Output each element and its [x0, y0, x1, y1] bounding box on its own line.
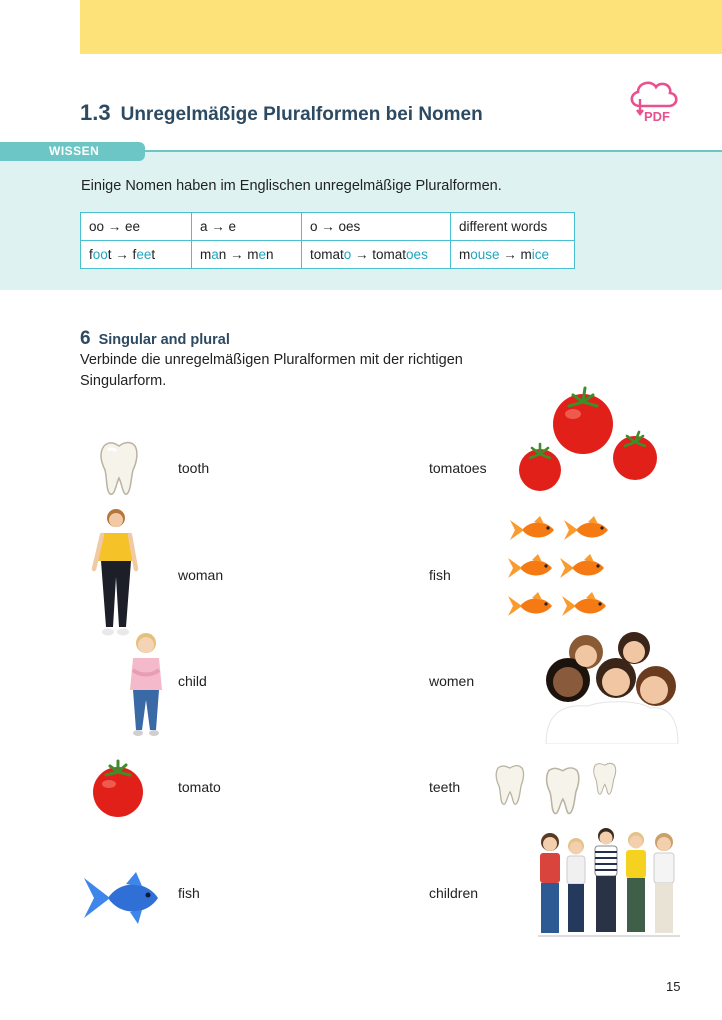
- singular-word-woman[interactable]: woman: [178, 567, 224, 583]
- example-cell: [302, 241, 451, 269]
- tomato-image: [88, 758, 148, 818]
- child-image: [124, 630, 168, 742]
- goldfish-group-image: [506, 512, 616, 630]
- example-cell: [451, 241, 575, 269]
- rule-cell: o → oes: [302, 213, 451, 241]
- example-text: t → f: [107, 247, 137, 262]
- rule-cell: a → e: [192, 213, 302, 241]
- tooth-image: [98, 440, 140, 496]
- plural-word-children[interactable]: children: [429, 885, 479, 901]
- singular-word-child[interactable]: child: [178, 673, 207, 689]
- exercise-title: Singular and plural: [98, 332, 230, 348]
- plural-word-tomatoes[interactable]: tomatoes: [429, 460, 487, 476]
- wissen-tab: WISSEN: [0, 142, 145, 161]
- example-text: t: [151, 247, 156, 262]
- woman-image: [88, 505, 144, 641]
- plural-word-fish[interactable]: fish: [429, 567, 451, 583]
- singular-word-tomato[interactable]: tomato: [178, 779, 221, 795]
- rule-cell: oo → ee: [81, 213, 192, 241]
- example-text: m: [459, 247, 471, 262]
- example-text: m: [200, 247, 212, 262]
- plural-word-teeth[interactable]: teeth: [429, 779, 461, 795]
- pdf-label: PDF: [644, 109, 670, 124]
- table-example-row: [81, 241, 575, 269]
- plural-rule-table: [80, 212, 575, 269]
- example-cell: [81, 241, 192, 269]
- highlighted-letters: a: [211, 247, 219, 262]
- tomatoes-image: [515, 386, 663, 494]
- cloud-pdf-icon[interactable]: [626, 76, 680, 126]
- blue-fish-image: [80, 868, 166, 928]
- example-text: n → m: [218, 247, 259, 262]
- example-cell: [192, 241, 302, 269]
- highlighted-letters: o: [343, 247, 352, 262]
- wissen-intro: Einige Nomen haben im Englischen unregelmäßige Pluralformen.: [81, 178, 502, 194]
- table-header-row: [81, 213, 575, 241]
- example-text: f: [89, 247, 93, 262]
- example-text: n: [266, 247, 274, 262]
- rule-cell: different words: [451, 213, 575, 241]
- page-number: 15: [666, 979, 681, 994]
- section-title: Unregelmäßige Pluralformen bei Nomen: [120, 104, 483, 125]
- exercise-number: 6: [80, 328, 91, 349]
- singular-word-fish[interactable]: fish: [178, 885, 200, 901]
- example-text: → tomat: [351, 247, 407, 262]
- example-text: → m: [499, 247, 532, 262]
- singular-word-tooth[interactable]: tooth: [178, 460, 210, 476]
- children-group-image: [534, 826, 682, 942]
- highlighted-letters: ouse: [470, 247, 500, 262]
- section-number: 1.3: [80, 100, 111, 125]
- plural-word-women[interactable]: women: [429, 673, 475, 689]
- top-banner: [80, 0, 722, 54]
- women-group-image: [538, 628, 680, 744]
- exercise-instruction: Verbinde die unregelmäßigen Pluralformen mit der richtigen Singularform.: [80, 352, 463, 389]
- section-heading: [80, 100, 483, 126]
- teeth-image: [494, 760, 618, 818]
- highlighted-letters: e: [258, 247, 267, 262]
- highlighted-letters: ee: [136, 247, 152, 262]
- highlighted-letters: ice: [531, 247, 550, 262]
- highlighted-letters: oes: [406, 247, 428, 262]
- highlighted-letters: oo: [92, 247, 108, 262]
- example-text: tomat: [310, 247, 344, 262]
- exercise-heading: [80, 328, 230, 350]
